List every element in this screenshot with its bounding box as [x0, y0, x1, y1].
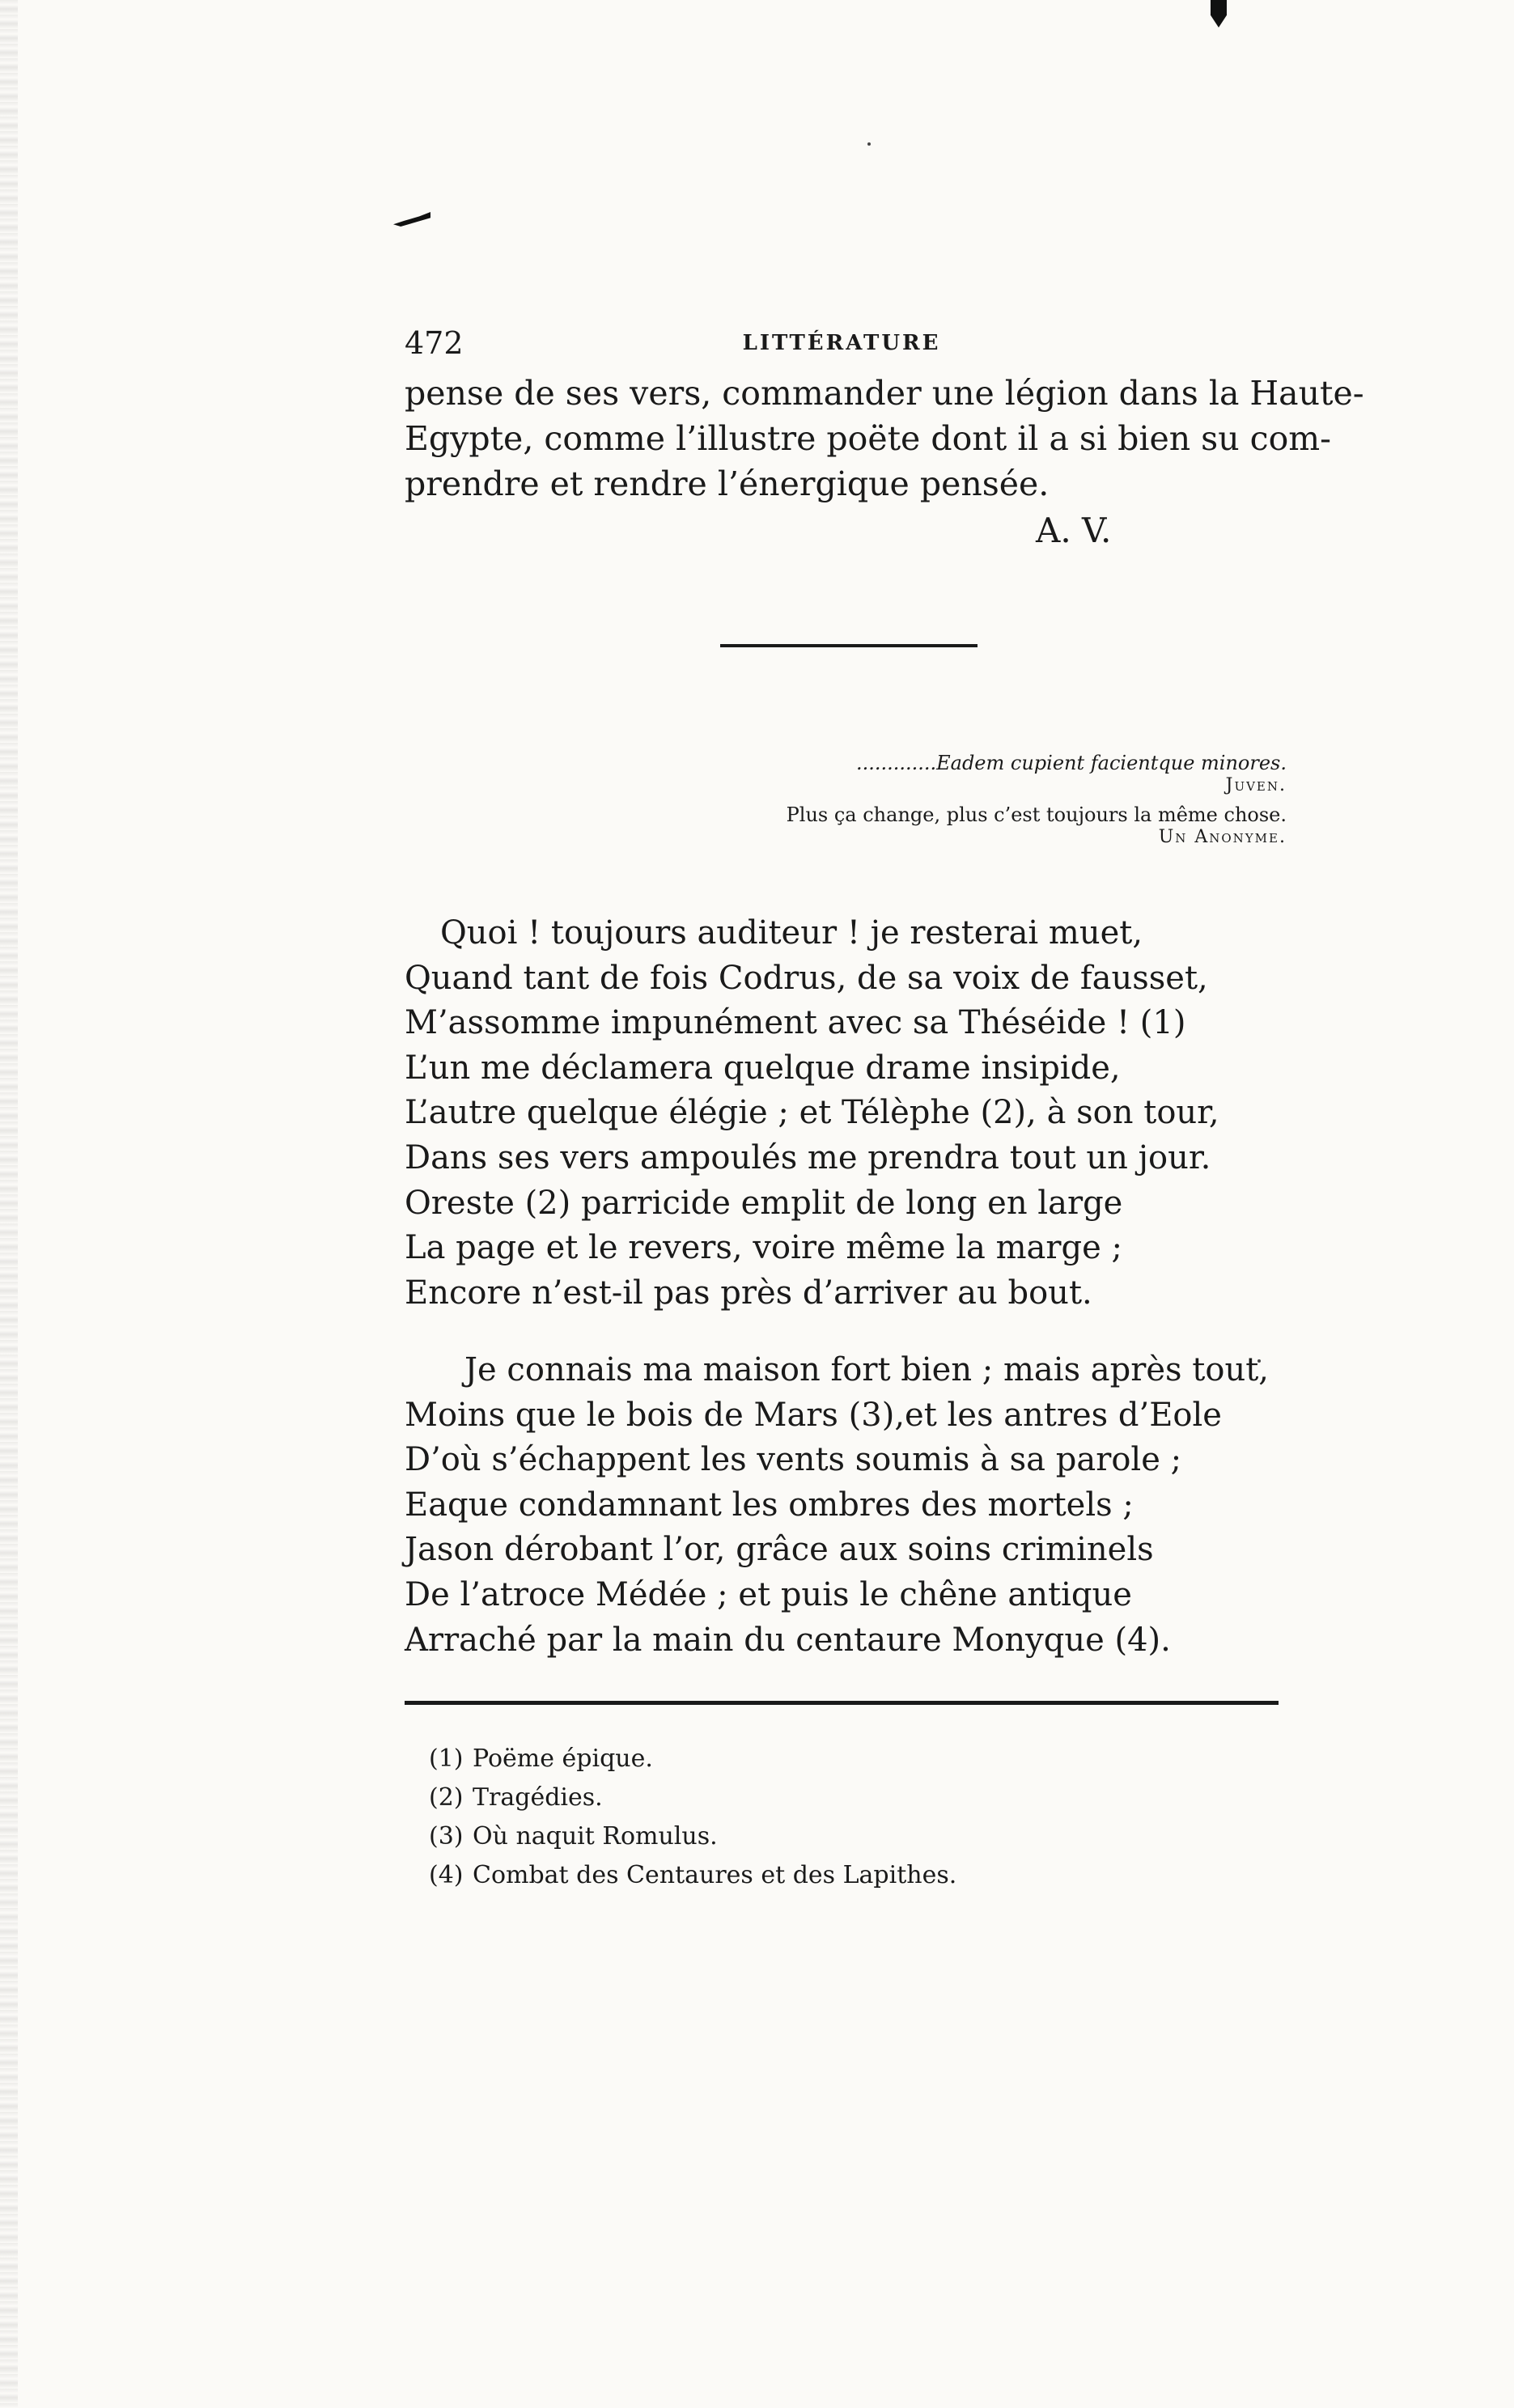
- footnote: [429, 1817, 1238, 1856]
- footnote-number: (2): [429, 1783, 464, 1812]
- footnote-number: (4): [429, 1861, 464, 1889]
- paragraph-line: pense de ses vers, commander une légion dans la Haute-: [405, 374, 1364, 413]
- footnote: [429, 1740, 1238, 1778]
- ink-mark-top-right: [1211, 0, 1227, 28]
- author-signature: A. V.: [1036, 511, 1112, 550]
- verse-line: Dans ses vers ampoulés me prendra tout un jour.: [405, 1138, 1211, 1176]
- footnote: [429, 1856, 1238, 1895]
- footnote-number: (3): [429, 1822, 464, 1851]
- ink-mark-top-left: [393, 212, 430, 227]
- epigraph-attribution: Un Anonyme.: [1158, 827, 1287, 847]
- verse-line: L’un me déclamera quelque drame insipide,: [405, 1049, 1121, 1087]
- verse-line: M’assomme impunément avec sa Théséide ! (1): [405, 1004, 1186, 1042]
- verse-line: Encore n’est-il pas près d’arriver au bout.: [405, 1274, 1092, 1312]
- closing-paragraph: [405, 371, 1364, 507]
- poem-stanza: [405, 911, 1262, 1316]
- ink-speck: [867, 142, 871, 146]
- epigraph: [720, 751, 1287, 848]
- verse-line: Oreste (2) parricide emplit de long en large: [405, 1184, 1123, 1222]
- epigraph-attribution: Juven.: [1225, 775, 1287, 795]
- section-divider: [720, 644, 978, 647]
- page-header: [405, 324, 1279, 364]
- epigraph-quote: .............Eadem cupient facientque minores.: [855, 752, 1287, 774]
- verse-line: L’autre quelque élégie ; et Télèphe (2), à son tour,: [405, 1094, 1219, 1132]
- paragraph-line: prendre et rendre l’énergique pensée.: [405, 464, 1050, 503]
- verse-line: D’où s’échappent les vents soumis à sa parole ;: [405, 1441, 1182, 1479]
- scan-edge-artifact: [0, 0, 18, 2408]
- footnote-text: Tragédies.: [473, 1783, 603, 1812]
- running-title: LITTÉRATURE: [742, 331, 941, 355]
- footnote-divider: [405, 1701, 1279, 1705]
- page-number: 472: [405, 325, 464, 361]
- verse-line: Eaque condamnant les ombres des mortels ;: [405, 1486, 1134, 1524]
- footnote-text: Combat des Centaures et des Lapithes.: [473, 1861, 957, 1889]
- verse-line: Quoi ! toujours auditeur ! je resterai muet,: [440, 914, 1143, 952]
- poem-stanza: [405, 1348, 1270, 1663]
- verse-line: Jason dérobant l’or, grâce aux soins criminels: [405, 1531, 1154, 1569]
- footnote: [429, 1778, 1238, 1817]
- verse-line: Arraché par la main du centaure Monyque (4).: [405, 1621, 1171, 1659]
- footnote-number: (1): [429, 1745, 464, 1773]
- epigraph-quote: Plus ça change, plus c’est toujours la même chose.: [786, 803, 1287, 826]
- verse-line: Quand tant de fois Codrus, de sa voix de fausset,: [405, 959, 1208, 997]
- footnotes: [429, 1740, 1238, 1895]
- verse-line: De l’atroce Médée ; et puis le chêne antique: [405, 1575, 1132, 1613]
- paragraph-line: Egypte, comme l’illustre poëte dont il a si bien su com-: [405, 419, 1332, 458]
- footnote-text: Où naquit Romulus.: [473, 1822, 718, 1851]
- verse-line: La page et le revers, voire même la marge ;: [405, 1229, 1122, 1267]
- verse-line: Je connais ma maison fort bien ; mais après tout,: [464, 1351, 1270, 1388]
- footnote-text: Poëme épique.: [473, 1745, 653, 1773]
- verse-line: Moins que le bois de Mars (3),et les antres d’Eole: [405, 1396, 1222, 1434]
